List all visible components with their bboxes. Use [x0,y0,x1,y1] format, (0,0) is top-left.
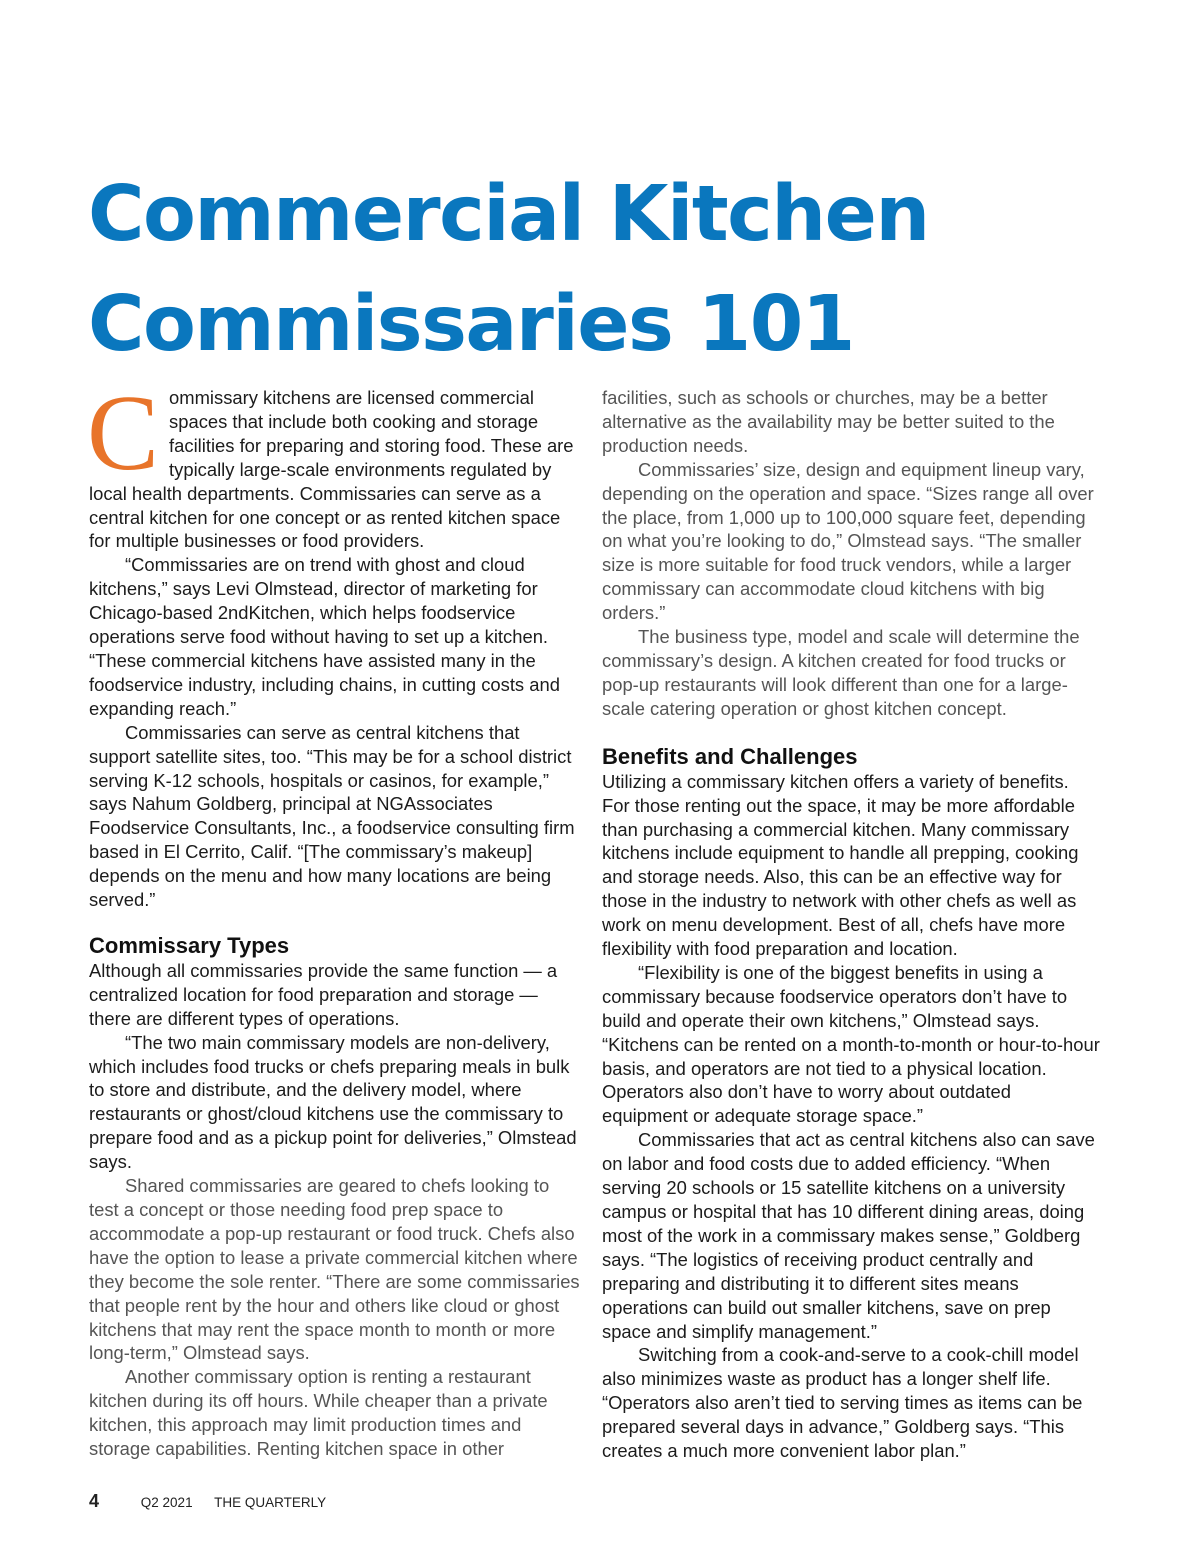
page-footer [89,1491,326,1512]
article-title-line-2: Commissaries 101 [88,280,854,369]
article-title-line-1: Commercial Kitchen [88,170,929,259]
drop-cap: C [87,374,160,493]
left-column [87,374,581,1461]
intro-paragraph [87,374,581,553]
paragraph: Switching from a cook-and-serve to a cook-chill model also minimizes waste as product has a longer shelf life. “Operators also aren’t tied to serving times as items can be prepared several days in advance,” Goldberg says. “This creates a much more convenient labor plan.” [602,1344,1083,1462]
paragraph: Another commissary option is renting a restaurant kitchen during its off hours. While cheaper than a private kitchen, this approach may limit production times and storage capabilities. Renting kitchen space in other [89,1366,548,1460]
section-heading-commissary-types: Commissary Types [89,932,290,958]
issue-label: Q2 2021 [140,1495,193,1510]
paragraph: “Flexibility is one of the biggest benefits in using a commissary because foodservice operators don’t have to build and operate their own kitchens,” Olmstead says. “Kitchens can be rented on a month-to-month or hour-to-hour basis, and operators are not tied to a physical location. Operators also don’t have to worry about outdated equipment or adequate storage space.” [602,961,1100,1127]
paragraph: Although all commissaries provide the same function — a centralized location for food preparation and storage — there are different types of operations. [89,959,558,1029]
publication-name: THE QUARTERLY [214,1495,327,1510]
right-column [602,386,1100,1463]
paragraph: Shared commissaries are geared to chefs looking to test a concept or those needing food prep space to accommodate a pop-up restaurant or food truck. Chefs also have the option to lease a private commercial kitchen where they become the sole renter. “There are some commissaries that people rent by the hour and others like cloud or ghost kitchens that may rent the space month to month or more long-term,” Olmstead says. [89,1175,580,1364]
paragraph: “The two main commissary models are non-delivery, which includes food trucks or chefs preparing meals in bulk to store and distribute, and the delivery model, where restaurants or ghost/cloud kitchens use the commissary to prepare food and as a pickup point for deliveries,” Olmstead says. [89,1031,577,1173]
paragraph: “Commissaries are on trend with ghost and cloud kitchens,” says Levi Olmstead, director of marketing for Chicago-based 2ndKitchen, which helps foodservice operations serve food without having to set up a kitchen. “These commercial kitchens have assisted many in the foodservice industry, including chains, in cutting costs and expanding reach.” [89,554,560,719]
paragraph: Utilizing a commissary kitchen offers a variety of benefits. For those renting out the space, it may be more affordable than purchasing a commercial kitchen. Many commissary kitchens include equipment to handle all prepping, cooking and storage needs. Also, this can be an effective way for those in the industry to network with other chefs as well as work on menu development. Best of all, chefs have more flexibility with food preparation and location. [602,770,1079,960]
intro-text: ommissary kitchens are licensed commercial spaces that include both cooking and storage facilities for preparing and storing food. These are typically large-scale environments regulated by local health departments. Commissaries can serve as a central kitchen for one concept or as rented kitchen space for multiple businesses or food providers. [89,387,574,552]
paragraph: Commissaries that act as central kitchens also can save on labor and food costs due to added efficiency. “When serving 20 schools or 15 satellite kitchens on a university campus or hospital that has 10 different dining areas, doing most of the work in a commissary makes sense,” Goldberg says. “The logistics of receiving product centrally and preparing and distributing it to different sites means operations can build out smaller kitchens, save on prep space and simplify management.” [602,1129,1095,1342]
paragraph: The business type, model and scale will determine the commissary’s design. A kitchen created for food trucks or pop-up restaurants will look different than one for a large-scale catering operation or ghost kitchen concept. [602,626,1080,719]
paragraph: Commissaries can serve as central kitchens that support satellite sites, too. “This may be for a school district serving K-12 schools, hospitals or casinos, for example,” says Nahum Goldberg, principal at NGAssociates Foodservice Consultants, Inc., a foodservice consulting firm based in El Cerrito, Calif. “[The commissary’s makeup] depends on the menu and how many locations are being served.” [89,721,575,911]
paragraph: facilities, such as schools or churches, may be a better alternative as the availability may be better suited to the production needs. [602,387,1055,456]
page-number: 4 [89,1491,100,1511]
paragraph: Commissaries’ size, design and equipment lineup vary, depending on the operation and space. “Sizes range all over the place, from 1,000 up to 100,000 square feet, depending on what you’re looking to do,” Olmstead says. “The smaller size is more suitable for food truck vendors, while a larger commissary can accommodate cloud kitchens with big orders.” [602,458,1094,624]
article-title [88,160,929,380]
section-heading-benefits-and-challenges: Benefits and Challenges [602,743,858,769]
